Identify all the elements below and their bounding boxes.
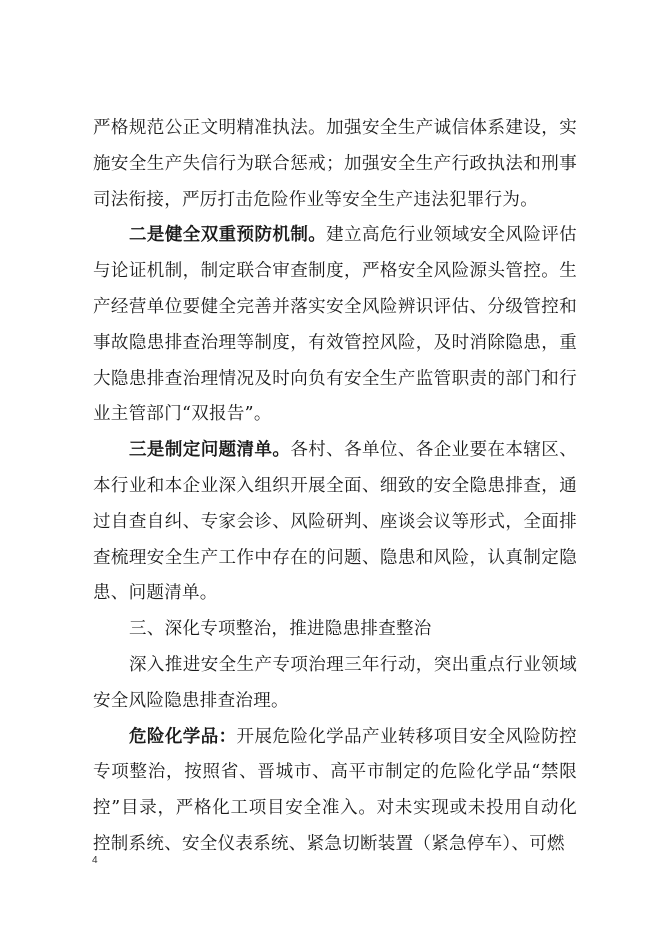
paragraph-text: 深入推进安全生产专项治理三年行动，突出重点行业领域安全风险隐患排查治理。 bbox=[93, 654, 577, 711]
section-heading-text: 三、深化专项整治，推进隐患排查整治 bbox=[129, 619, 432, 640]
paragraph-text: 开展危险化学品产业转移项目安全风险防控专项整治，按照省、晋城市、高平市制定的危险化学品“禁限控”目录，严格化工项目安全准入。对未实现或未投用自动化控制系统、安全仪表系统、紧急切断装置（紧急停车）、可燃 bbox=[93, 726, 577, 854]
paragraph-lead: 危险化学品： bbox=[129, 726, 237, 747]
paragraph-text: 各村、各单位、各企业要在本辖区、本行业和本企业深入组织开展全面、细致的安全隐患排查，通过自查自纠、专家会诊、风险研判、座谈会议等形式，全面排查梳理安全生产工作中存在的问题、隐患和风险，认真制定隐患、问题清单。 bbox=[93, 440, 577, 604]
document-body bbox=[93, 111, 577, 863]
section-heading bbox=[93, 612, 577, 648]
paragraph-continuation bbox=[93, 111, 577, 218]
page-number: 4 bbox=[92, 855, 98, 866]
paragraph-text: 严格规范公正文明精准执法。加强安全生产诚信体系建设，实施安全生产失信行为联合惩戒；加强安全生产行政执法和刑事司法衔接，严厉打击危险作业等安全生产违法犯罪行为。 bbox=[93, 118, 577, 210]
paragraph-problem-list bbox=[93, 433, 577, 612]
paragraph-lead: 三是制定问题清单。 bbox=[129, 440, 291, 461]
paragraph-special-rectification bbox=[93, 648, 577, 720]
paragraph-lead: 二是健全双重预防机制。 bbox=[129, 225, 327, 246]
paragraph-hazardous-chemicals bbox=[93, 720, 577, 863]
paragraph-text: 建立高危行业领域安全风险评估与论证机制，制定联合审查制度，严格安全风险源头管控。生产经营单位要健全完善并落实安全风险辨识评估、分级管控和事故隐患排查治理等制度，有效管控风险，及时消除隐患，重大隐患排查治理情况及时向负有安全生产监管职责的部门和行业主管部门“双报告”。 bbox=[93, 225, 577, 425]
paragraph-double-prevention bbox=[93, 218, 577, 433]
